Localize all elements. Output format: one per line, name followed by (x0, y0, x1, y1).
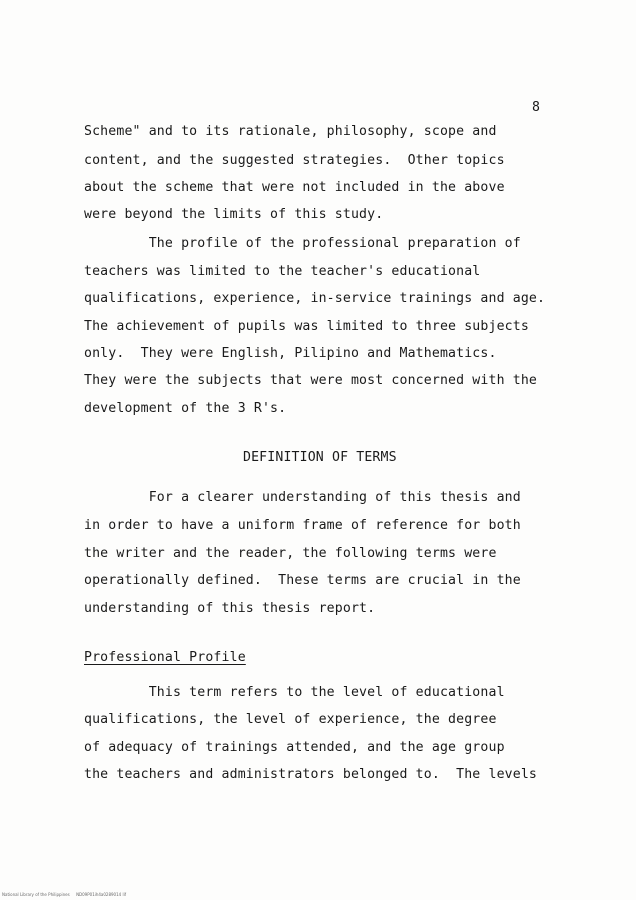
text-line: The achievement of pupils was limited to three subjects (84, 319, 529, 334)
text-line: qualifications, the level of experience, the degree (84, 712, 497, 727)
text-line: Scheme" and to its rationale, philosophy, scope and (84, 124, 497, 139)
text-line: of adequacy of trainings attended, and the age group (84, 740, 505, 755)
text-line: They were the subjects that were most concerned with the (84, 373, 538, 388)
subheading-professional-profile: Professional Profile (84, 650, 246, 665)
text-line: only. They were English, Pilipino and Mathematics. (84, 346, 497, 361)
text-line: the teachers and administrators belonged to. The levels (84, 767, 538, 782)
text-line: development of the 3 R's. (84, 401, 287, 416)
footer-watermark: National Library of the Philippines ND09P01ih4a0289014 lif (2, 892, 127, 897)
page-number: 8 (532, 100, 541, 115)
text-line: For a clearer understanding of this thesis and (84, 490, 521, 505)
text-line: about the scheme that were not included in the above (84, 180, 505, 195)
text-line: the writer and the reader, the following terms were (84, 546, 497, 561)
text-line: This term refers to the level of educational (84, 685, 505, 700)
section-heading: DEFINITION OF TERMS (243, 450, 397, 465)
text-line: qualifications, experience, in-service trainings and age. (84, 291, 546, 306)
text-line: understanding of this thesis report. (84, 601, 376, 616)
text-line: operationally defined. These terms are crucial in the (84, 573, 521, 588)
text-line: teachers was limited to the teacher's educational (84, 264, 481, 279)
text-line: content, and the suggested strategies. Other topics (84, 153, 505, 168)
text-line: The profile of the professional preparation of (84, 236, 521, 251)
text-line: in order to have a uniform frame of reference for both (84, 518, 521, 533)
text-line: were beyond the limits of this study. (84, 207, 384, 222)
